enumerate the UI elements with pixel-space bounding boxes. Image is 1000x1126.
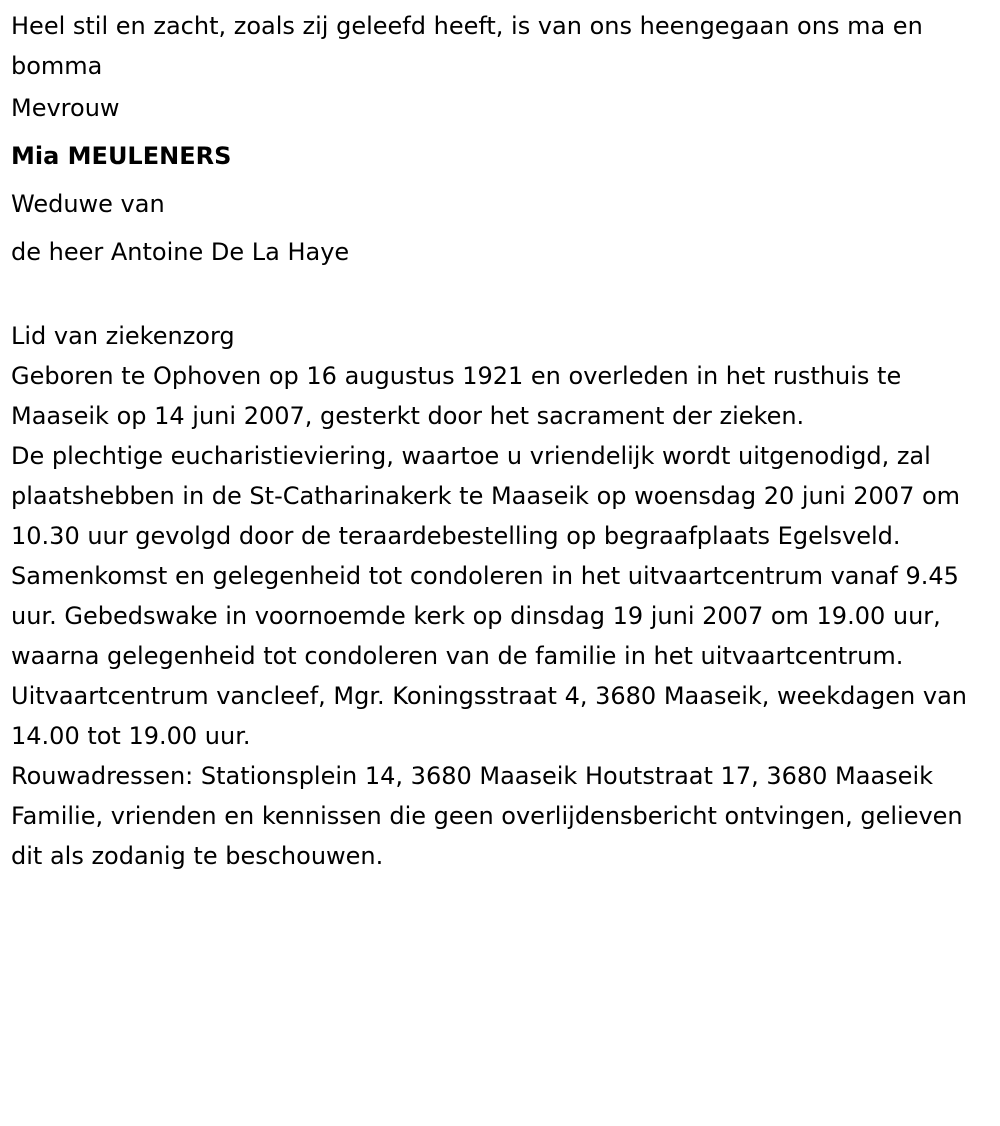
closing-text: Familie, vrienden en kennissen die geen overlijdensbericht ontvingen, gelieven dit als zodanig te beschouwen. bbox=[11, 802, 963, 870]
membership-text: Lid van ziekenzorg bbox=[11, 322, 235, 350]
ceremony-text: De plechtige eucharistieviering, waartoe u vriendelijk wordt uitgenodigd, zal plaatshebben in de St-Catharinakerk te Maaseik op woensdag 20 juni 2007 om 10.30 uur gevolgd door de teraardebestelling op begraafplaats Egelsveld. Samenkomst en gelegenheid tot condoleren in het uitvaartcentrum vanaf 9.45 uur. Gebedswake in voornoemde kerk op dinsdag 19 juni 2007 om 19.00 uur, waarna gelegenheid tot condoleren van de familie in het uitvaartcentrum. Uitvaartcentrum vancleef, Mgr. Koningsstraat 4, 3680 Maaseik, weekdagen van 14.00 tot 19.00 uur. bbox=[11, 442, 967, 750]
opening-text: Heel stil en zacht, zoals zij geleefd heeft, is van ons heengegaan ons ma en bomma bbox=[11, 12, 923, 80]
widow-of-label: Weduwe van bbox=[11, 190, 165, 218]
deceased-name: Mia MEULENERS bbox=[11, 142, 232, 170]
mourning-addresses: Rouwadressen: Stationsplein 14, 3680 Maaseik Houtstraat 17, 3680 Maaseik bbox=[11, 762, 934, 790]
spouse-name: de heer Antoine De La Haye bbox=[11, 238, 350, 266]
birth-death-text: Geboren te Ophoven op 16 augustus 1921 en overleden in het rusthuis te Maaseik op 14 juni 2007, gesterkt door het sacrament der zieken. bbox=[11, 362, 902, 430]
deceased-details bbox=[11, 84, 988, 276]
honorific: Mevrouw bbox=[11, 94, 120, 122]
